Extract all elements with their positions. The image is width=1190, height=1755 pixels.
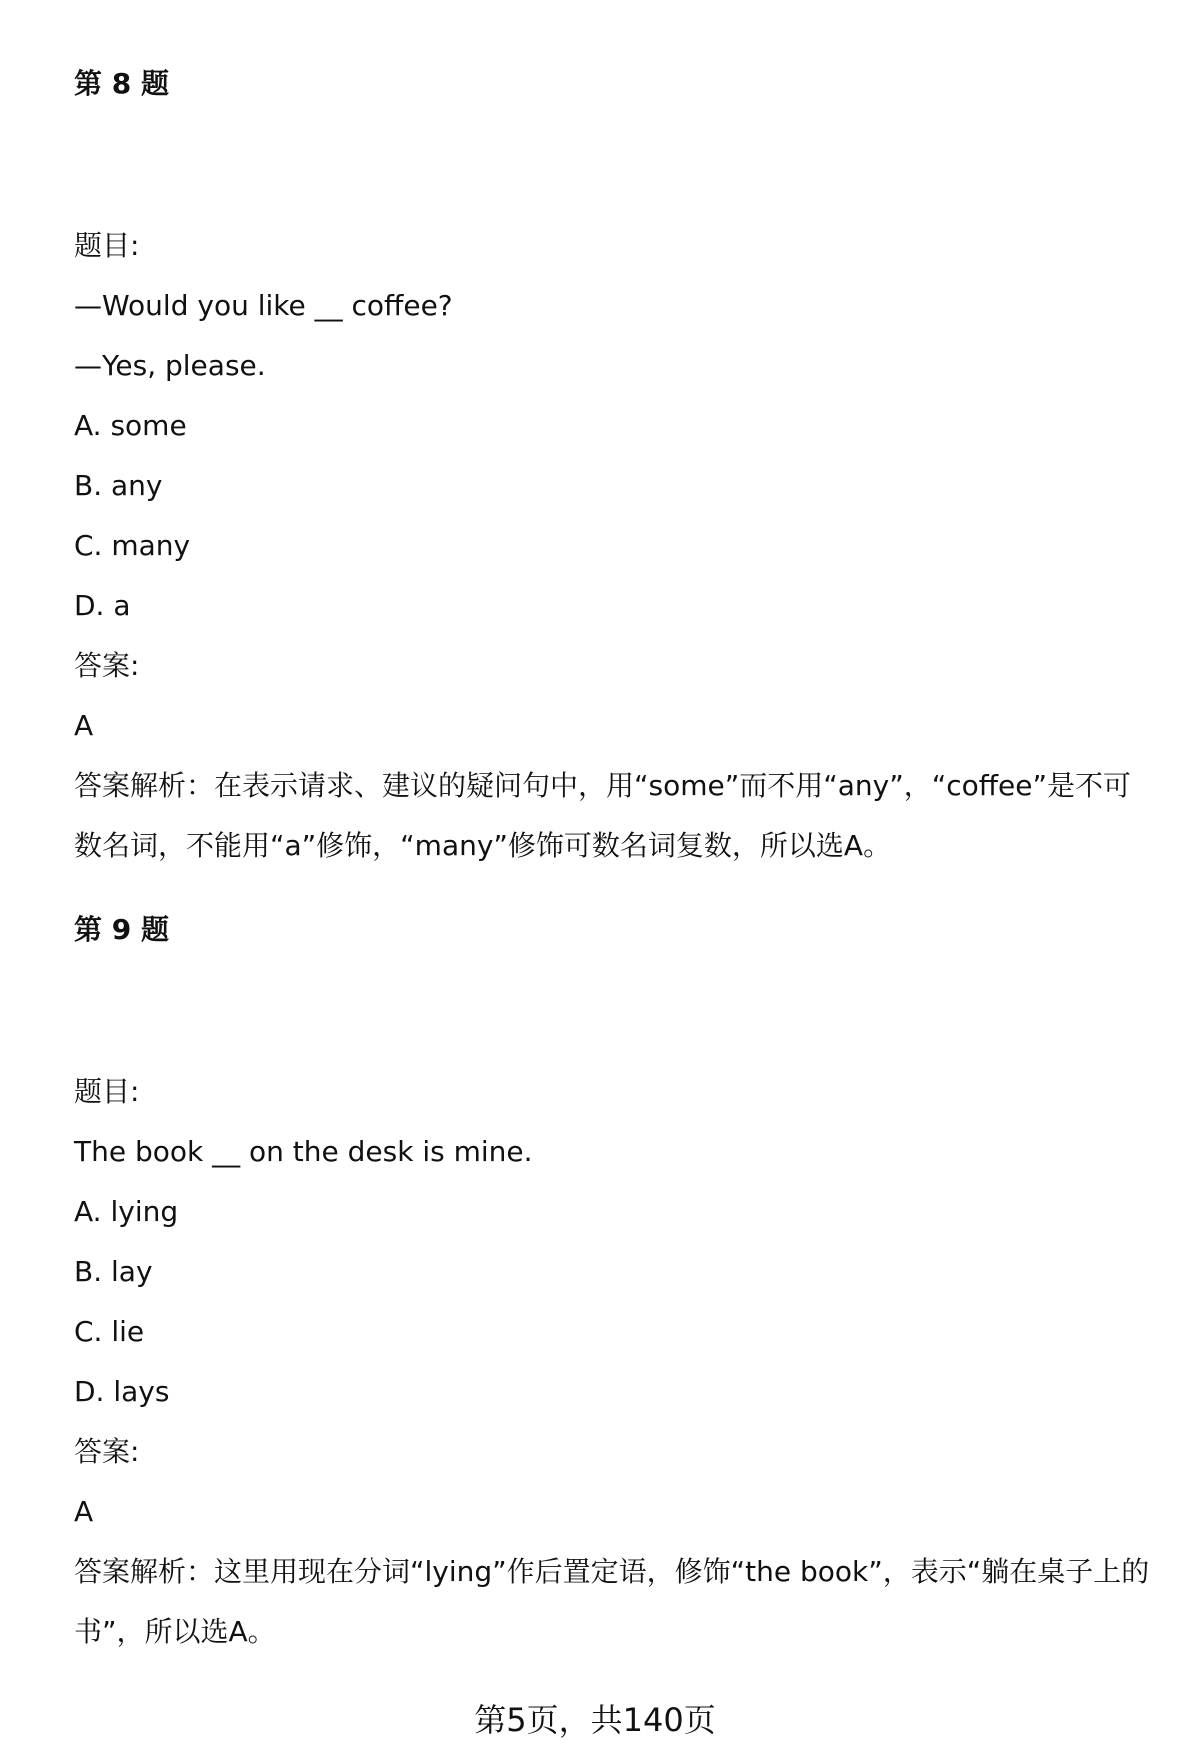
question-stem-line: The book __ on the desk is mine. — [74, 1135, 533, 1168]
option-c: C. lie — [74, 1315, 145, 1348]
option-b: B. any — [74, 469, 163, 502]
option-c: C. many — [74, 529, 191, 562]
option-d: D. lays — [74, 1375, 170, 1408]
answer-value: A — [74, 709, 94, 742]
option-a: A. lying — [74, 1195, 179, 1228]
answer-label: 答案: — [74, 649, 140, 682]
option-b: B. lay — [74, 1255, 153, 1288]
answer-label: 答案: — [74, 1435, 140, 1468]
question-stem-line: —Yes, please. — [74, 349, 266, 382]
question-stem-line: —Would you like __ coffee? — [74, 289, 453, 322]
option-a: A. some — [74, 409, 187, 442]
prompt-label: 题目: — [74, 229, 140, 262]
option-d: D. a — [74, 589, 131, 622]
question-block — [74, 1062, 1154, 1662]
question-block — [74, 216, 1154, 876]
prompt-label: 题目: — [74, 1075, 140, 1108]
question-heading: 第 8 题 — [74, 67, 169, 100]
question-heading: 第 9 题 — [74, 913, 169, 946]
answer-explanation: 答案解析：这里用现在分词“lying”作后置定语，修饰“the book”，表示“躺在桌子上的书”，所以选A。 — [74, 1555, 1150, 1648]
page-number-footer: 第5页，共140页 — [474, 1701, 716, 1739]
answer-explanation: 答案解析：在表示请求、建议的疑问句中，用“some”而不用“any”，“coffee”是不可数名词，不能用“a”修饰，“many”修饰可数名词复数，所以选A。 — [74, 769, 1132, 862]
answer-value: A — [74, 1495, 94, 1528]
